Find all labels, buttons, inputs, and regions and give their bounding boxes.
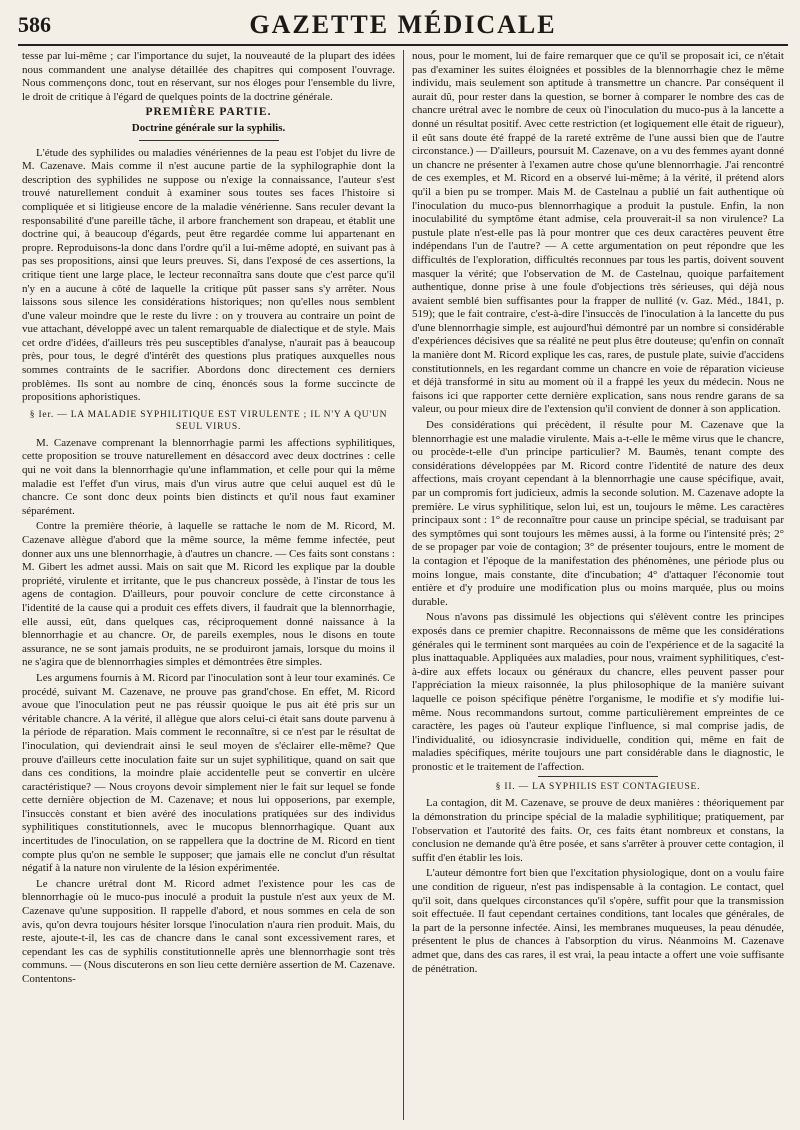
paragraph: La contagion, dit M. Cazenave, se prouve de deux manières : théoriquement par la démonstration du principe spécial de la maladie syphilitique; pratiquement, par l'observation et l'autorité des faits. Or, ces faits étant nombreux et constans, la conclusion ne demande qu'à être posée, et sans s'arrêter à prouver cette contagion, il suffit d'en établir les lois. — [412, 797, 784, 864]
part-subtitle: Doctrine générale sur la syphilis. — [22, 122, 395, 141]
left-column — [18, 50, 404, 1120]
section-divider — [538, 776, 658, 777]
paragraph: Nous n'avons pas dissimulé les objections qui s'élèvent contre les principes exposés dans ce premier chapitre. Reconnaissons de même que les considérations générales qui le terminent sont marquées au coin de l'expérience et de la sagacité la plus inattaquable. Appliquées aux maladies, pour nous, vraiment syphilitiques, c'est-à-dire aux effets locaux ou généraux du chancre, elles peuvent passer pour l'appréciation la mieux raisonnée, la plus philosophique de la manière suivant laquelle ce poison spécifique pénètre l'organisme, le modifie et s'y modifie lui-même. Nous recommandons surtout, comme particulièrement empreintes de ce caractère, les pages où l'auteur explique l'influence, si mal comprise jadis, de l'individualité, ou idiosyncrasie individuelle, condition qui, même en fait de maladies spécifiques, mérite toujours une part considérable dans le diagnostic, le pronostic et le traitement de l'affection. — [412, 611, 784, 773]
paragraph: L'auteur démontre fort bien que l'excitation physiologique, dont on a voulu faire une condition de rigueur, n'est pas indispensable à la contagion. Le contact, quel qu'il soit, dans quelques circonstances qu'il s'opère, suffit pour que la transmission soit effectuée. Il faut cependant certaines conditions, tant locales que générales, de la part de la personne infectée. Ainsi, les membranes muqueuses, la peau dénudée, présentent le plus de chances à l'absorption du virus. Néanmoins M. Cazenave admet que, dans des cas rares, il est vrai, la peau intacte a offert une voie suffisante de pénétration. — [412, 867, 784, 975]
paragraph: L'étude des syphilides ou maladies vénériennes de la peau est l'objet du livre de M. Cazenave. Mais comme il n'est aucune partie de la syphilographie dont la description des syphilides ne suppose ou n'exige la connaissance, l'auteur s'est trouvé naturellement conduit à examiner sous toutes ses faces l'histoire si compliquée et si litigieuse encore de la maladie vénérienne. Sans reculer devant la responsabilité d'une pareille tâche, il arbore franchement son drapeau, et établit une doctrine qui, à beaucoup d'égards, peut être regardée comme lui appartenant en propre. Reproduisons-la donc dans l'ordre qu'il a lui-même adopté, en suivant pas à pas ses propositions, ainsi que leurs preuves. Si, dans l'exposé de ces assertions, la critique tient une large place, le lecteur reconnaîtra sans doute que c'est parce qu'il n'y en a aucune à côté de laquelle la critique pût passer sans s'y arrêter. Nous laissons sous silence les considérations historiques; non qu'elles nous semblent d'une valeur moindre que le reste du livre : on y trouvera au contraire un point de vue attachant, développé avec un talent remarquable de dialectique et de style. Mais cet ordre d'idées, d'ailleurs très peu susceptibles d'analyse, n'aurait pas à beaucoup près, pour tous, le degré d'intérêt des questions plus pratiques auxquelles nous sommes contraints de le sacrifier. Abordons donc directement ces derniers problèmes. Ils sont au nombre de cinq, énoncés sous la forme succincte de propositions aphoristiques. — [22, 146, 395, 404]
paragraph: Contre la première théorie, à laquelle se rattache le nom de M. Ricord, M. Cazenave allègue d'abord que la même source, la même femme infectée, peut donner aux uns une blennorrhagie, à d'autres un chancre. — Ces faits sont constans : M. Gibert les admet aussi. Mais on sait que M. Ricord les explique par la double propriété, virulente et irritante, que le pus chancreux possède, à l'instar de tous les agens de contagion. D'ailleurs, pour pouvoir conclure de cette circonstance à l'identité de la cause qui a produit ces effets divers, il faudrait que la blennorrhagie, elle aussi, eût, dans quelques cas, réciproquement donné naissance à la blennorrhagie et au chancre. Or, de pareils exemples, nous le disons en toute assurance, ne se sont jamais produits, ne se produiront jamais, lorsque du moins il ne s'agira que de blennorrhagies simples et démontrées être simples. — [22, 520, 395, 669]
paragraph: Le chancre urétral dont M. Ricord admet l'existence pour les cas de blennorrhagie où le muco-pus inoculé a produit la pustule n'est aux yeux de M. Cazenave qu'une supposition. Il rappelle d'abord, et nous sommes en cela de son avis, qu'on devra toujours hésiter lorsque l'inoculation n'aura rien produit. Mais, du reste, ajoute-t-il, les cas de chancre dans le canal sont excessivement rares, et cependant les cas de syphilis constitutionnelle après une blennorrhagie sont très communs. — (Nous discuterons en son lieu cette dernière assertion de M. Cazenave. Contentons- — [22, 877, 395, 985]
page-header — [18, 10, 788, 46]
paragraph: Des considérations qui précèdent, il résulte pour M. Cazenave que la blennorrhagie est une maladie virulente. Mais a-t-elle le même virus que le chancre, ou procède-t-elle d'un principe particulier? M. Baumès, tenant compte des considérations développées par M. Ricord contre l'identité de nature des deux affections, mais croyant cependant à la blennorrhagie une cause spécifique, avait, par un compromis fort judicieux, admis la seconde solution. M. Cazenave adopte la première. Le virus syphilitique, selon lui, est un, toujours le même. Les caractères principaux sont : 1° de reconnaître pour cause un principe spécial, se traduisant par des symptômes qui sont toujours les mêmes aussi, à la forme ou l'intensité près; 2° de se propager par voie de contagion; 3° de présenter toujours, entre le moment de la contagion et l'époque de la manifestation des phénomènes, une période plus ou moins longue, mais constante, dite d'incubation; 4° d'attaquer l'économie tout entière et d'y produire une modification plus ou moins marquée, plus ou moins durable. — [412, 419, 784, 608]
paragraph: nous, pour le moment, lui de faire remarquer que ce qu'il se proposait ici, ce n'était pas d'examiner les suites éloignées et possibles de la blennorrhagie chez le même individu, mais seulement son aptitude à transmettre un chancre. Par conséquent il aurait dû, pour rester dans la question, se borner à comparer le nombre des cas de chancre urétral avec le nombre de ceux où l'inoculation du muco-pus à la lancette a donné un résultat positif. Avec cette restriction (et logiquement elle était de rigueur), il eût sans doute été frappé de la rareté extrême de l'une aussi bien que de l'autre circonstance.) — D'ailleurs, poursuit M. Cazenave, on a vu des femmes ayant donné un chancre ne présenter à l'examen autre chose qu'une blennorrhagie. J'ai rencontré de ces exemples, et M. Ricord en a observé lui-même; à la vérité, il prétend alors qu'il a bien pu se tromper. Mais M. de Castelnau a publié un fait authentique où l'inoculation du muco-pus blennorrhagique a produit la pustule. Enfin, la non inoculabilité du symptôme étant admise, cela prouverait-il sa non virulence? La pustule plate n'est-elle pas là pour montrer que ces deux caractères peuvent être indépendans l'un de l'autre? — A cette argumentation on peut répondre que les difficultés de l'exploration, difficultés reconnues par tous les partis, doivent souvent masquer la vérité; que l'observation de M. de Castelnau, quoique parfaitement authentique, donne prise à une foule d'objections très sérieuses, qui déjà nous avaient semblé bien suffisantes pour la frapper de nullité (v. Gaz. Méd., 1841, p. 519); que le fait contraire, c'est-à-dire l'insuccès de l'inoculation à la lancette du pus d'une blennorrhagie simple, est aujourd'hui démontré par un nombre si considérable d'expériences décisives que sa réalité ne peut plus être douteuse; qu'enfin on connaît la manière dont M. Ricord explique les cas, rares, de pustule plate, suivie d'accidens constitutionnels, en les regardant comme un chancre en voie de réparation vicieuse et déjà transformé in situ au moment où il a frappé les yeux du médecin. Nous ne faisons ici que rapporter cette dernière explication, sans nous rendre garans de sa valeur, ou pour mieux dire de l'extension qu'il convient de donner à son application. — [412, 50, 784, 416]
section-heading: § II. — LA SYPHILIS EST CONTAGIEUSE. — [495, 782, 701, 793]
page-number: 586 — [18, 12, 51, 37]
section-heading: § Ier. — LA MALADIE SYPHILITIQUE EST VIRULENTE ; IL N'Y A QU'UN SEUL VIRUS. — [29, 409, 388, 432]
article-body — [18, 50, 790, 1120]
paragraph: Les argumens fournis à M. Ricord par l'inoculation sont à leur tour examinés. Ce procédé, suivant M. Cazenave, ne prouve pas grand'chose. En effet, M. Ricord avoue que l'inoculation peut ne pas réussir quoique le pus ait été pris sur un véritable chancre. A la vérité, il allègue que alors celui-ci était sans doute parvenu à la période de réparation. Mais comment le reconnaître, si ce n'est par le résultat de l'inoculation, qui deviendrait ainsi le seul moyen de s'éclairer elle-même? Que prouve d'ailleurs cette inoculation faite sur un sujet syphilitique, quand on sait que dans ces conditions, la moindre plaie accidentelle peut se convertir en ulcère caractéristique? — Nous croyons devoir simplement nier le fait sur lequel se fonde cette dernière objection de M. Cazenave; et nous lui opposerions, par exemple, l'insuccès constant et bien avéré des inoculations pratiquées sur des individus syphilitiques constitutionnels, avec le mucopus blennorrhagique. Quant aux incertitudes de l'inoculation, on se rappellera que la doctrine de M. Ricord en tient compte plus qu'on ne semble le supposer; que jamais elle ne conclut d'un résultat négatif à la nature non virulente de la lésion expérimentée. — [22, 671, 395, 875]
journal-title: GAZETTE MÉDICALE — [249, 10, 557, 39]
intro-paragraph: tesse par lui-même ; car l'importance du sujet, la nouveauté de la plupart des idées nous commandent une analyse détaillée des chapitres qui composent l'ouvrage. Nous commençons donc, tout en réservant, sur nos éloges pour l'ensemble du livre, le droit de critique à l'égard de quelques points de la doctrine générale. — [22, 50, 395, 103]
right-column — [404, 50, 790, 1120]
paragraph: M. Cazenave comprenant la blennorrhagie parmi les affections syphilitiques, cette proposition se trouve naturellement en désaccord avec deux doctrines : celle qui ne voit dans la blennorrhagie qu'une inflammation, et celle pour qui la même maladie est l'effet d'un virus, mais d'un virus autre que celui auquel est dû le chancre. Ce sont donc deux points bien distincts et qu'il nous faut examiner séparément. — [22, 436, 395, 517]
part-title: PREMIÈRE PARTIE. — [145, 106, 272, 119]
